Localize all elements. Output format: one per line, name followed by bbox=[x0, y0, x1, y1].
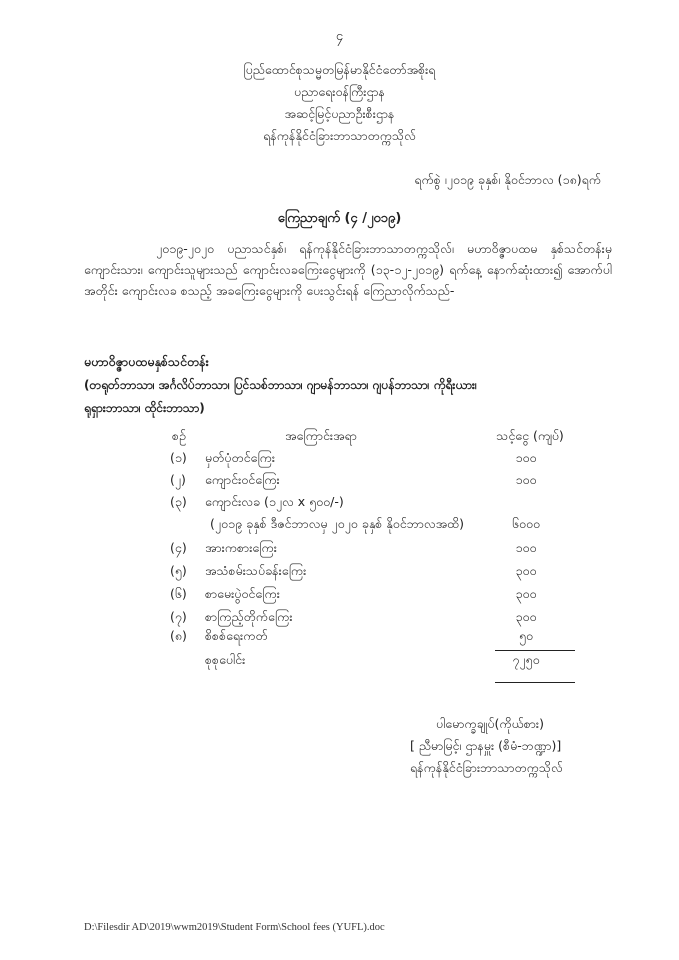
row-amount: ၅၀ bbox=[518, 628, 534, 643]
row-description: (၂၀၁၉ ခုနှစ် ဒီဇင်ဘာလမှ ၂၀၂၀ ခုနှစ် နိုဝင်ဘာလအထိ) bbox=[210, 516, 465, 531]
row-number: (၄) bbox=[170, 540, 187, 555]
header-no: စဉ် bbox=[172, 428, 186, 443]
row-amount: ၁၀၀ bbox=[515, 450, 537, 465]
course-title: မဟာဝိဇ္ဇာပထမနှစ်သင်တန်း bbox=[84, 354, 209, 369]
row-description: စာကြည့်တိုက်ကြေး bbox=[205, 609, 293, 624]
table-row bbox=[0, 450, 679, 472]
header-university: ရန်ကုန်နိုင်ငံခြားဘာသာတက္ကသိုလ် bbox=[263, 128, 416, 143]
body-paragraph: ၂၀၁၉-၂၀၂၀ ပညာသင်နှစ်၊ ရန်ကုန်နိုင်ငံခြားဘာသာတက္ကသိုလ်၊ မဟာဝိဇ္ဇာပထမ နှစ်သင်တန်းမှ ကျောင်းသား၊ ကျောင်းသူများသည် ကျောင်းလခကြေးငွေများကို (၁၃-၁၂-၂၀၁၉) ရက်နေ့ နောက်ဆုံးထား၍ အောက်ပါအတိုင်း ကျောင်းလခ စသည့် အခကြေးငွေများကို ပေးသွင်းရန် ကြေညာလိုက်သည်- bbox=[84, 241, 612, 298]
row-amount: ၆၀၀၀ bbox=[511, 516, 541, 531]
table-row bbox=[0, 472, 679, 494]
row-amount: ၃၀၀ bbox=[515, 563, 537, 578]
table-row bbox=[0, 586, 679, 608]
footer-file-path: D:\Filesdir AD\2019\wwm2019\Student Form\School fees (YUFL).doc bbox=[84, 922, 385, 933]
date-line: ရက်စွဲ ၊၂၀၁၉ ခုနှစ်၊ နိုဝင်ဘာလ (၁၈)ရက် bbox=[414, 172, 601, 187]
table-row bbox=[0, 628, 679, 650]
row-number: (၇) bbox=[170, 609, 187, 624]
row-description: စိစစ်ရေးကတ် bbox=[205, 628, 268, 643]
header-amount: သင့်ငွေ (ကျပ်) bbox=[496, 428, 564, 443]
page-number: ၄ bbox=[335, 29, 344, 44]
total-label: စုစုပေါင်း bbox=[205, 652, 246, 667]
signature-title: ပါမောက္ခချုပ်(ကိုယ်စား) bbox=[436, 716, 544, 731]
course-languages-line2: ရုရှားဘာသာ၊ ထိုင်းဘာသာ) bbox=[84, 401, 205, 415]
header-ministry: ပညာရေးဝန်ကြီးဌာန bbox=[293, 84, 386, 99]
row-number: (၅) bbox=[170, 563, 187, 578]
row-description: စာမေးပွဲဝင်ကြေး bbox=[205, 586, 280, 601]
row-number: (၃) bbox=[170, 494, 187, 509]
signature-university: ရန်ကုန်နိုင်ငံခြားဘာသာတက္ကသိုလ် bbox=[410, 760, 563, 775]
course-languages-line1: (တရုတ်ဘာသာ၊ အင်္ဂလိပ်ဘာသာ၊ ပြင်သစ်ဘာသာ၊ ဂျာမန်ဘာသာ၊ ဂျပန်ဘာသာ၊ ကိုရီးယား၊ bbox=[84, 378, 477, 392]
header-description: အကြောင်းအရာ bbox=[285, 428, 357, 443]
table-row bbox=[0, 516, 679, 538]
total-top-rule bbox=[495, 650, 575, 651]
row-description: မှတ်ပုံတင်ကြေး bbox=[205, 450, 276, 465]
row-description: အားကစားကြေး bbox=[205, 540, 277, 555]
header-government: ပြည်ထောင်စုသမ္မတမြန်မာနိုင်ငံတော်အစိုးရ bbox=[243, 62, 436, 77]
total-row bbox=[0, 652, 679, 674]
row-number: (၁) bbox=[170, 450, 187, 465]
total-bottom-rule bbox=[495, 682, 575, 683]
table-row bbox=[0, 540, 679, 562]
row-number: (၈) bbox=[170, 628, 187, 643]
table-row bbox=[0, 494, 679, 516]
signature-name: [ ညီမာမြင့်၊ ဌာနမှူး (စီမံ-ဘဏ္ဍာ)] bbox=[410, 738, 562, 753]
row-amount: ၃၀၀ bbox=[515, 609, 537, 624]
total-amount: ၇၂၅၀ bbox=[512, 652, 540, 667]
row-description: ကျောင်းလခ (၁၂လ x ၅၀၀/-) bbox=[205, 494, 344, 509]
row-amount: ၃၀၀ bbox=[515, 586, 537, 601]
notice-title: ကြေညာချက် (၄ /၂၀၁၉) bbox=[277, 211, 402, 226]
row-amount: ၁၀၀ bbox=[515, 472, 537, 487]
row-number: (၆) bbox=[170, 586, 187, 601]
row-description: ကျောင်းဝင်ကြေး bbox=[205, 472, 280, 487]
row-description: အသံစမ်းသပ်ခန်းကြေး bbox=[205, 563, 307, 578]
row-number: (၂) bbox=[170, 472, 186, 487]
row-amount: ၁၀၀ bbox=[515, 540, 537, 555]
table-row bbox=[0, 563, 679, 585]
header-department: အဆင့်မြင့်ပညာဦးစီးဌာန bbox=[284, 106, 395, 121]
